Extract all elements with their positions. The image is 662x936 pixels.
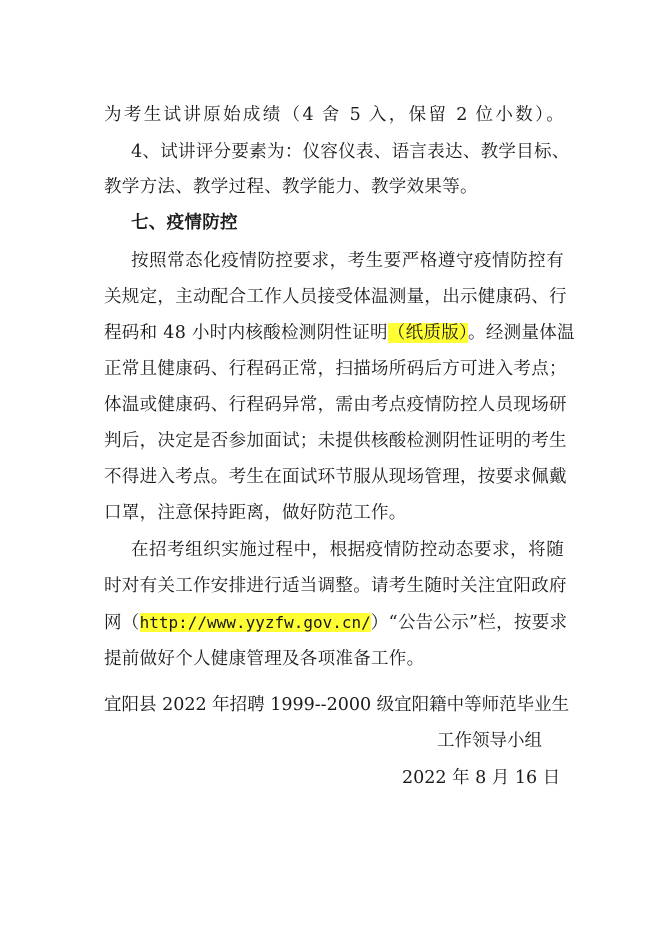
paragraph-line bbox=[104, 611, 568, 635]
text-segment: ）“公告公示”栏，按要求 bbox=[370, 613, 568, 633]
paragraph-line: 口罩，注意保持距离，做好防范工作。 bbox=[104, 503, 407, 523]
paragraph-line bbox=[104, 321, 575, 345]
paragraph-line: 体温或健康码、行程码异常，需由考点疫情防控人员现场研 bbox=[104, 395, 567, 415]
paragraph-line: 时对有关工作安排进行适当调整。请考生随时关注宜阳政府 bbox=[104, 576, 567, 596]
signature-organization: 宜阳县 2022 年招聘 1999--2000 级宜阳籍中等师范毕业生 bbox=[104, 695, 570, 715]
paragraph-line: 按照常态化疫情防控要求，考生要严格遵守疫情防控有 bbox=[131, 251, 564, 271]
paragraph-line: 为考生试讲原始成绩（4 舍 5 入，保留 2 位小数）。 bbox=[104, 105, 564, 125]
paragraph-line: 正常且健康码、行程码正常，扫描场所码后方可进入考点； bbox=[104, 359, 567, 379]
paragraph-line: 关规定，主动配合工作人员接受体温测量，出示健康码、行 bbox=[104, 287, 567, 307]
signature-organization-suffix: 工作领导小组 bbox=[437, 731, 542, 751]
signature-date: 2022 年 8 月 16 日 bbox=[402, 768, 561, 788]
paragraph-line: 4、试讲评分要素为：仪容仪表、语言表达、教学目标、 bbox=[131, 142, 570, 162]
paragraph-line: 判后，决定是否参加面试；未提供核酸检测阴性证明的考生 bbox=[104, 431, 567, 451]
paragraph-line: 提前做好个人健康管理及各项准备工作。 bbox=[104, 649, 425, 669]
text-segment: 程码和 48 小时内核酸检测阴性证明 bbox=[104, 323, 388, 343]
paragraph-line: 教学方法、教学过程、教学能力、教学效果等。 bbox=[104, 177, 478, 197]
highlighted-text: （纸质版） bbox=[387, 323, 469, 343]
text-segment: 。经测量体温 bbox=[468, 323, 575, 343]
paragraph-line: 在招考组织实施过程中，根据疫情防控动态要求，将随 bbox=[131, 540, 564, 560]
section-heading: 七、疫情防控 bbox=[131, 213, 238, 233]
paragraph-line: 不得进入考点。考生在面试环节服从现场管理，按要求佩戴 bbox=[104, 467, 567, 487]
text-segment: 网（ bbox=[104, 613, 140, 633]
website-link[interactable]: http://www.yyzfw.gov.cn/ bbox=[139, 613, 371, 632]
